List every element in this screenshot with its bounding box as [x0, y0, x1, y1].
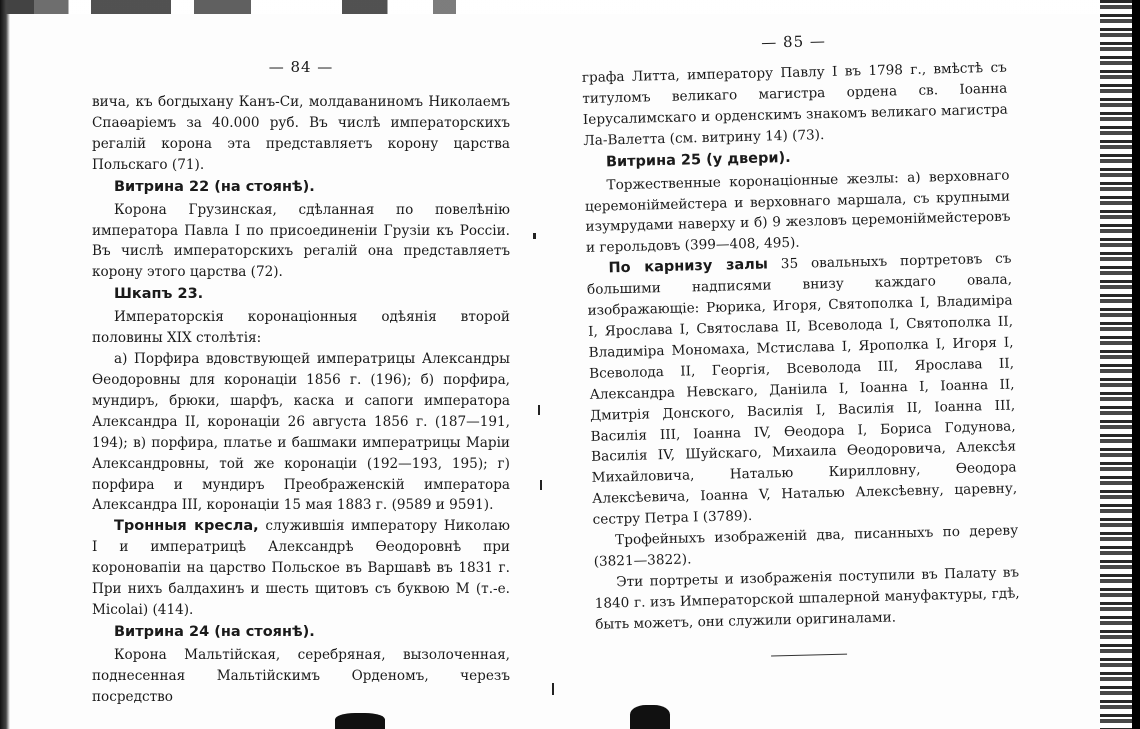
scan-right-border: [1132, 0, 1140, 729]
end-rule: [771, 653, 847, 656]
gutter-mark: [540, 480, 542, 490]
paragraph: Императорскія коронаціонныя одѣянія второй половины XIX столѣтія:: [92, 309, 510, 347]
paragraph: Эти портреты и изображенія поступили въ Палату въ 1840 г. изъ Императорской шпалерной мануфактуры, гдѣ, быть можетъ, они служили оригиналами.: [594, 564, 1020, 633]
section-heading: Витрина 22 (на стоянѣ).: [114, 178, 315, 195]
inline-heading: Тронныя кресла,: [114, 518, 259, 535]
gutter-mark: [538, 405, 540, 415]
paragraph: графа Литта, императору Павлу I въ 1798 г., вмѣстѣ съ титуломъ великаго магистра ордена св. Іоанна Іерусалимскаго и орденскимъ знакомъ великаго магистра Ла-Валетта (см. витрину 14) (73).: [581, 59, 1008, 149]
inline-heading: По карнизу залы: [608, 256, 769, 277]
paragraph: вича, къ богдыхану Канъ-Си, молдаваниномъ Николаемъ Спаөаріемъ за 40.000 руб. Въ числѣ императорскихъ регалій корона эта представляетъ корону царства Польскаго (71).: [92, 94, 510, 173]
paragraph: Трофейныхъ изображеній два, писанныхъ по дереву (3821—3822).: [593, 522, 1019, 570]
paragraph-text: служившія императору Николаю I и императрицѣ Александрѣ Өеодоровнѣ при короновапіи на царство Польское въ Варшавѣ въ 1831 г. При нихъ балдахинъ и шесть щитовъ съ буквою М (т.-е. Micolai) (414).: [92, 518, 510, 618]
paragraph: [586, 249, 1018, 531]
gutter-mark: [552, 683, 554, 695]
paragraph: Корона Грузинская, сдѣланная по повелѣнію императора Павла I по присоединеніи Грузіи къ Россіи. Въ числѣ императорскихъ регалій она представляетъ корону этого царства (72).: [92, 201, 510, 281]
left-page: [92, 0, 510, 729]
gutter-mark: [533, 233, 536, 239]
paragraph: [92, 516, 510, 621]
right-page: [580, 0, 1023, 729]
section-heading: Витрина 25 (у двери).: [605, 149, 791, 171]
section-heading: Витрина 24 (на стоянѣ).: [114, 623, 315, 640]
paragraph: а) Порфира вдовствующей императрицы Александры Өеодоровны для коронаціи 1856 г. (196); б) порфира, мундиръ, брюки, шарфъ, каска и сапоги императора Александра II, коронаціи 26 августа 1856 г. (187—191, 194); в) порфира, платье и башмаки императрицы Маріи Александровны, той же коронаціи (192—193, 195); г) порфира и мундиръ Преображенскій императора Александра III, коронаціи 15 мая 1883 г. (9589 и 9591).: [92, 351, 510, 514]
section-heading: Шкапъ 23.: [114, 286, 204, 303]
paragraph-text: 35 овальныхъ портретовъ съ большими надписями внизу каждаго овала, изображающіе: Рюрика, Игоря, Святополка I, Владиміра I, Ярослава I, Святослава II, Всеволода I, Святополка II, Владиміра Мономаха, Мстислава I, Ярополка I, Игоря I, Всеволода II, Георгія, Всеволода III, Ярослава II, Александра Невскаго, Даніила I, Іоанна I, Іоанна II, Дмитрія Донского, Василія I, Василія II, Іоанна III, Василія III, Іоанна IV, Өеодора I, Бориса Годунова, Василія IV, Шуйскаго, Михаила Өеодоровича, Алексѣя Михайловича, Наталью Кирилловну, Өеодора Алексѣевича, Іоанна V, Наталью Алексѣевну, царевну, сестру Петра I (3789).: [586, 250, 1018, 528]
page-number: — 85 —: [761, 32, 827, 52]
paragraph: Торжественные коронаціонные жезлы: а) верховнаго церемоніймейстера и верховнаго маршала, съ крупными изумрудами наверху и б) 9 жезловъ церемоніймейстеровъ и герольдовъ (399—408, 495).: [584, 167, 1011, 257]
page-number: — 84 —: [268, 58, 334, 76]
scan-left-edge: [0, 0, 10, 729]
paragraph: Корона Мальтійская, серебряная, вызолоченная, поднесенная Мальтійскимъ Орденомъ, черезъ посредство: [92, 646, 510, 705]
